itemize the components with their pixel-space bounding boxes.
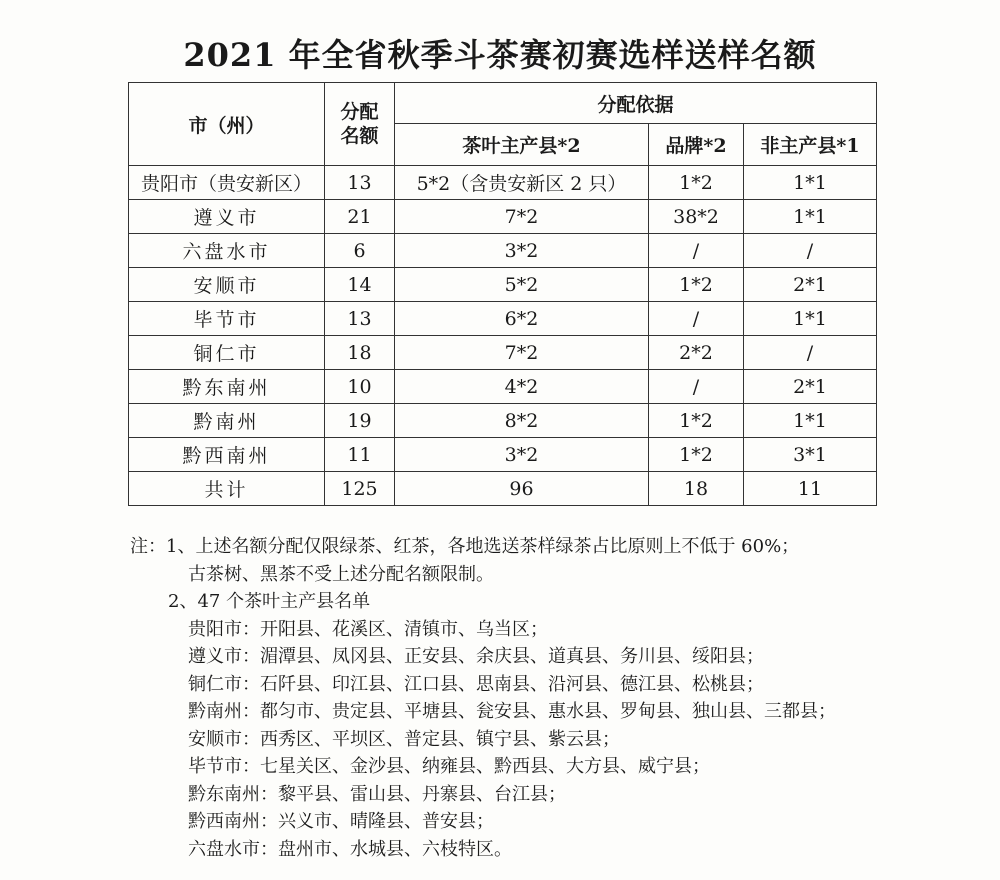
cell-non-main: 2*1 [744, 370, 877, 404]
cell-quota: 18 [325, 336, 395, 370]
cell-main: 4*2 [395, 370, 649, 404]
note-2-title: 2、47 个茶叶主产县名单 [168, 591, 371, 612]
header-quota-label: 分配名额 [340, 101, 379, 147]
cell-non-main: 1*1 [744, 302, 877, 336]
cell-brand: 1*2 [649, 166, 744, 200]
header-basis: 分配依据 [395, 83, 877, 124]
cell-quota: 10 [325, 370, 395, 404]
table-row [129, 166, 877, 200]
cell-quota: 14 [325, 268, 395, 302]
cell-main: 3*2 [395, 438, 649, 472]
table-row [129, 200, 877, 234]
county-list-item: 遵义市：湄潭县、凤冈县、正安县、余庆县、道真县、务川县、绥阳县； [188, 646, 764, 667]
cell-city: 毕节市 [129, 302, 325, 336]
header-quota [325, 83, 395, 166]
cell-quota: 19 [325, 404, 395, 438]
cell-non-main: 11 [744, 472, 877, 506]
table-row [129, 370, 877, 404]
cell-brand: 1*2 [649, 268, 744, 302]
header-brand: 品牌*2 [649, 124, 744, 166]
document-title: 2021 年全省秋季斗茶赛初赛选样送样名额 [183, 36, 817, 74]
cell-brand: / [649, 234, 744, 268]
cell-main: 5*2（含贵安新区 2 只） [395, 166, 649, 200]
cell-quota: 11 [325, 438, 395, 472]
cell-non-main: / [744, 336, 877, 370]
cell-brand: 38*2 [649, 200, 744, 234]
cell-city: 遵义市 [129, 200, 325, 234]
cell-quota: 13 [325, 166, 395, 200]
county-list-item: 安顺市：西秀区、平坝区、普定县、镇宁县、紫云县； [188, 728, 620, 750]
table-row [129, 438, 877, 472]
cell-non-main: 1*1 [744, 166, 877, 200]
cell-quota: 125 [325, 472, 395, 506]
header-main-county: 茶叶主产县*2 [395, 124, 649, 166]
county-list-item: 黔南州：都匀市、贵定县、平塘县、瓮安县、惠水县、罗甸县、独山县、三都县； [188, 701, 836, 722]
header-city: 市（州） [129, 83, 325, 166]
note-1-continued: 古茶树、黑茶不受上述分配名额限制。 [188, 563, 494, 585]
cell-brand: 1*2 [649, 438, 744, 472]
cell-non-main: / [744, 234, 877, 268]
note-1: 注：1、上述名额分配仅限绿茶、红茶，各地选送茶样绿茶占比原则上不低于 60%； [130, 536, 800, 557]
cell-quota: 6 [325, 234, 395, 268]
cell-city: 贵阳市（贵安新区） [129, 166, 325, 200]
cell-quota: 21 [325, 200, 395, 234]
table-row [129, 234, 877, 268]
total-row [129, 472, 877, 506]
cell-non-main: 1*1 [744, 200, 877, 234]
county-list-item: 贵阳市：开阳县、花溪区、清镇市、乌当区； [188, 618, 548, 640]
cell-brand: 2*2 [649, 336, 744, 370]
cell-main: 5*2 [395, 268, 649, 302]
county-list-item: 黔西南州：兴义市、晴隆县、普安县； [188, 811, 494, 832]
header-row-1 [129, 83, 877, 124]
cell-main: 8*2 [395, 404, 649, 438]
cell-non-main: 2*1 [744, 268, 877, 302]
cell-city: 黔南州 [129, 404, 325, 438]
cell-brand: 18 [649, 472, 744, 506]
table-row [129, 404, 877, 438]
quota-table [128, 82, 877, 506]
cell-main: 96 [395, 472, 649, 506]
table-row [129, 302, 877, 336]
county-list-item: 黔东南州：黎平县、雷山县、丹寨县、台江县； [188, 783, 566, 805]
cell-city: 黔西南州 [129, 438, 325, 472]
cell-main: 7*2 [395, 200, 649, 234]
cell-city: 六盘水市 [129, 234, 325, 268]
county-list-item: 六盘水市：盘州市、水城县、六枝特区。 [188, 838, 512, 860]
header-non-main-county: 非主产县*1 [744, 124, 877, 166]
notes-section [130, 533, 990, 863]
county-list-item: 毕节市：七星关区、金沙县、纳雍县、黔西县、大方县、威宁县； [188, 756, 710, 777]
cell-main: 6*2 [395, 302, 649, 336]
cell-brand: / [649, 302, 744, 336]
cell-city: 安顺市 [129, 268, 325, 302]
cell-city: 铜仁市 [129, 336, 325, 370]
cell-city: 共计 [129, 472, 325, 506]
cell-city: 黔东南州 [129, 370, 325, 404]
cell-quota: 13 [325, 302, 395, 336]
cell-non-main: 1*1 [744, 404, 877, 438]
county-list-item: 铜仁市：石阡县、印江县、江口县、思南县、沿河县、德江县、松桃县； [188, 673, 764, 695]
cell-main: 3*2 [395, 234, 649, 268]
table-row [129, 336, 877, 370]
cell-brand: / [649, 370, 744, 404]
table-row [129, 268, 877, 302]
cell-non-main: 3*1 [744, 438, 877, 472]
cell-brand: 1*2 [649, 404, 744, 438]
cell-main: 7*2 [395, 336, 649, 370]
